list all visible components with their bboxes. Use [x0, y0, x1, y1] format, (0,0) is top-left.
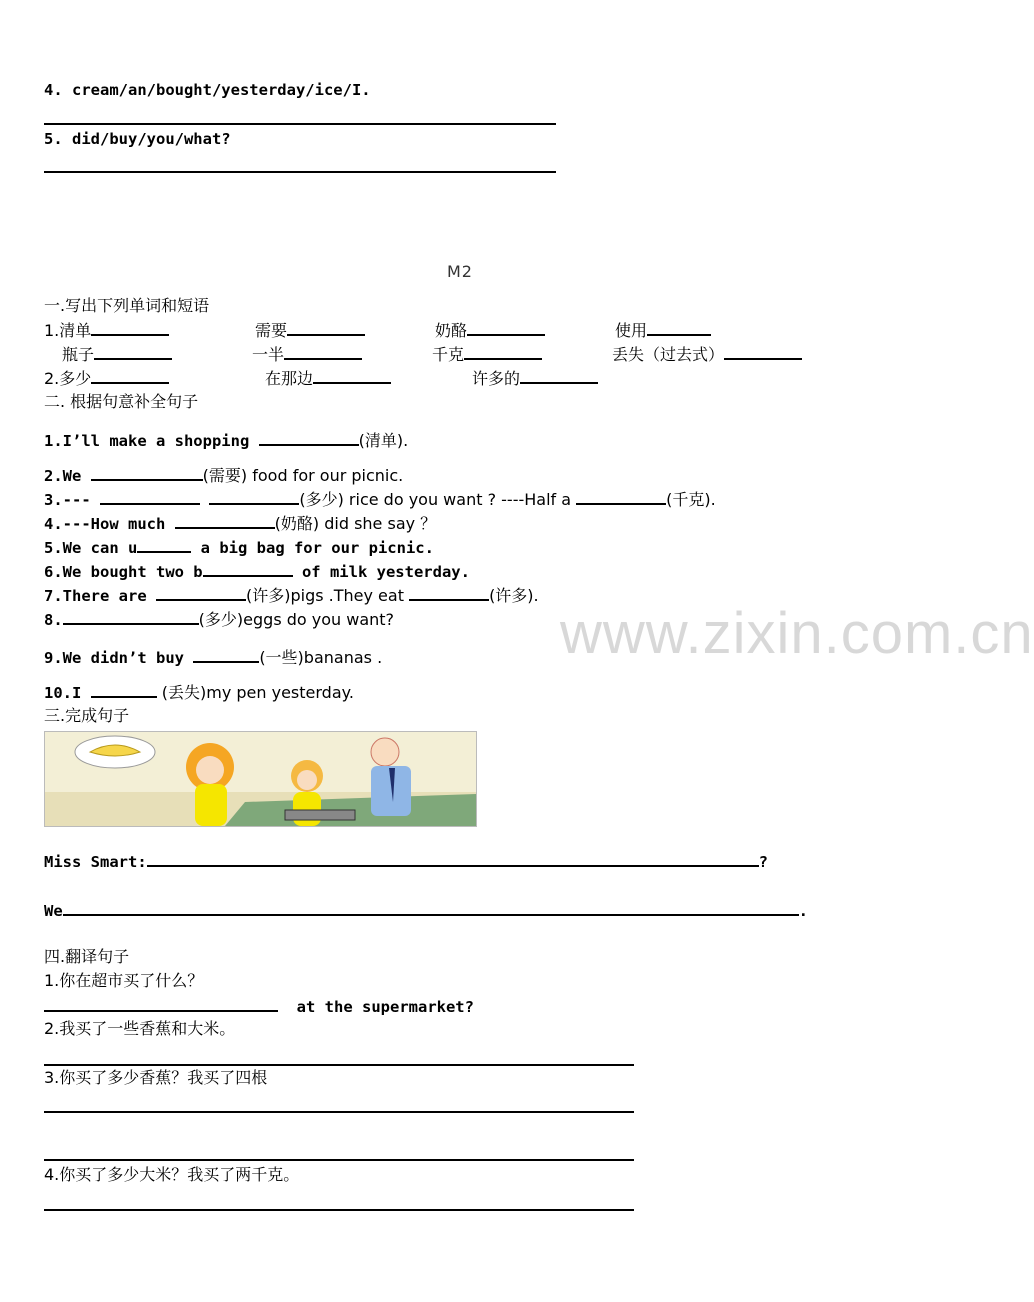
item-4-text: 4. cream/an/bought/yesterday/ice/I. [44, 81, 371, 99]
we-line: We . [44, 902, 809, 920]
translate-q3: 3.你买了多少香蕉？我买了四根 [44, 1068, 268, 1087]
translate-q1: 1.你在超市买了什么？ [44, 971, 204, 990]
sentence-7: 7.There are (许多)pigs .They eat (许多). [44, 586, 539, 605]
section4-heading: 四.翻译句子 [44, 947, 130, 966]
vocab-item: 在那边 [265, 368, 391, 389]
section1-heading: 一.写出下列单词和短语 [44, 296, 210, 315]
vocab-item: 千克 [432, 344, 542, 365]
vocab-item: 1.清单 [44, 320, 169, 341]
sentence-9: 9.We didn’t buy (一些)bananas . [44, 648, 383, 667]
answer-line[interactable] [44, 1209, 634, 1211]
sentence-8: 8. (多少)eggs do you want? [44, 610, 395, 629]
watermark: www.zixin.com.cn [560, 601, 1034, 666]
sentence-6: 6.We bought two b of milk yesterday. [44, 563, 470, 581]
vocab-item: 使用 [615, 320, 711, 341]
miss-smart-line: Miss Smart: ? [44, 853, 768, 871]
answer-line[interactable] [44, 1111, 634, 1113]
translate-q4: 4.你买了多少大米？我买了两千克。 [44, 1165, 300, 1184]
sentence-10: 10.I (丢失)my pen yesterday. [44, 683, 354, 702]
answer-line[interactable] [44, 123, 556, 125]
sentence-1: 1.I’ll make a shopping (清单). [44, 431, 409, 450]
cartoon-illustration [44, 731, 477, 827]
vocab-item: 丢失（过去式） [612, 344, 802, 365]
translate-a1: at the supermarket? [44, 996, 474, 1017]
vocab-item: 需要 [255, 320, 365, 341]
sentence-5: 5.We can u a big bag for our picnic. [44, 539, 434, 557]
vocab-item: 瓶子 [62, 344, 172, 365]
vocab-item: 一半 [252, 344, 362, 365]
item-5-text: 5. did/buy/you/what? [44, 130, 231, 148]
section3-heading: 三.完成句子 [44, 706, 130, 725]
sentence-2: 2.We (需要) food for our picnic. [44, 466, 404, 485]
translate-q2: 2.我买了一些香蕉和大米。 [44, 1019, 236, 1038]
sentence-4: 4.---How much (奶酪) did she say ？ [44, 514, 437, 533]
vocab-item: 许多的 [472, 368, 598, 389]
vocab-item: 奶酪 [435, 320, 545, 341]
section2-heading: 二. 根据句意补全句子 [44, 392, 199, 411]
page-title: M2 [447, 262, 473, 281]
answer-line[interactable] [44, 1159, 634, 1161]
answer-line[interactable] [44, 1064, 634, 1066]
sentence-3: 3.--- (多少) rice do you want ? ----Half a (千克). [44, 490, 716, 509]
vocab-item: 2.多少 [44, 368, 169, 389]
shopping-scene-image [45, 732, 476, 826]
answer-line[interactable] [44, 171, 556, 173]
